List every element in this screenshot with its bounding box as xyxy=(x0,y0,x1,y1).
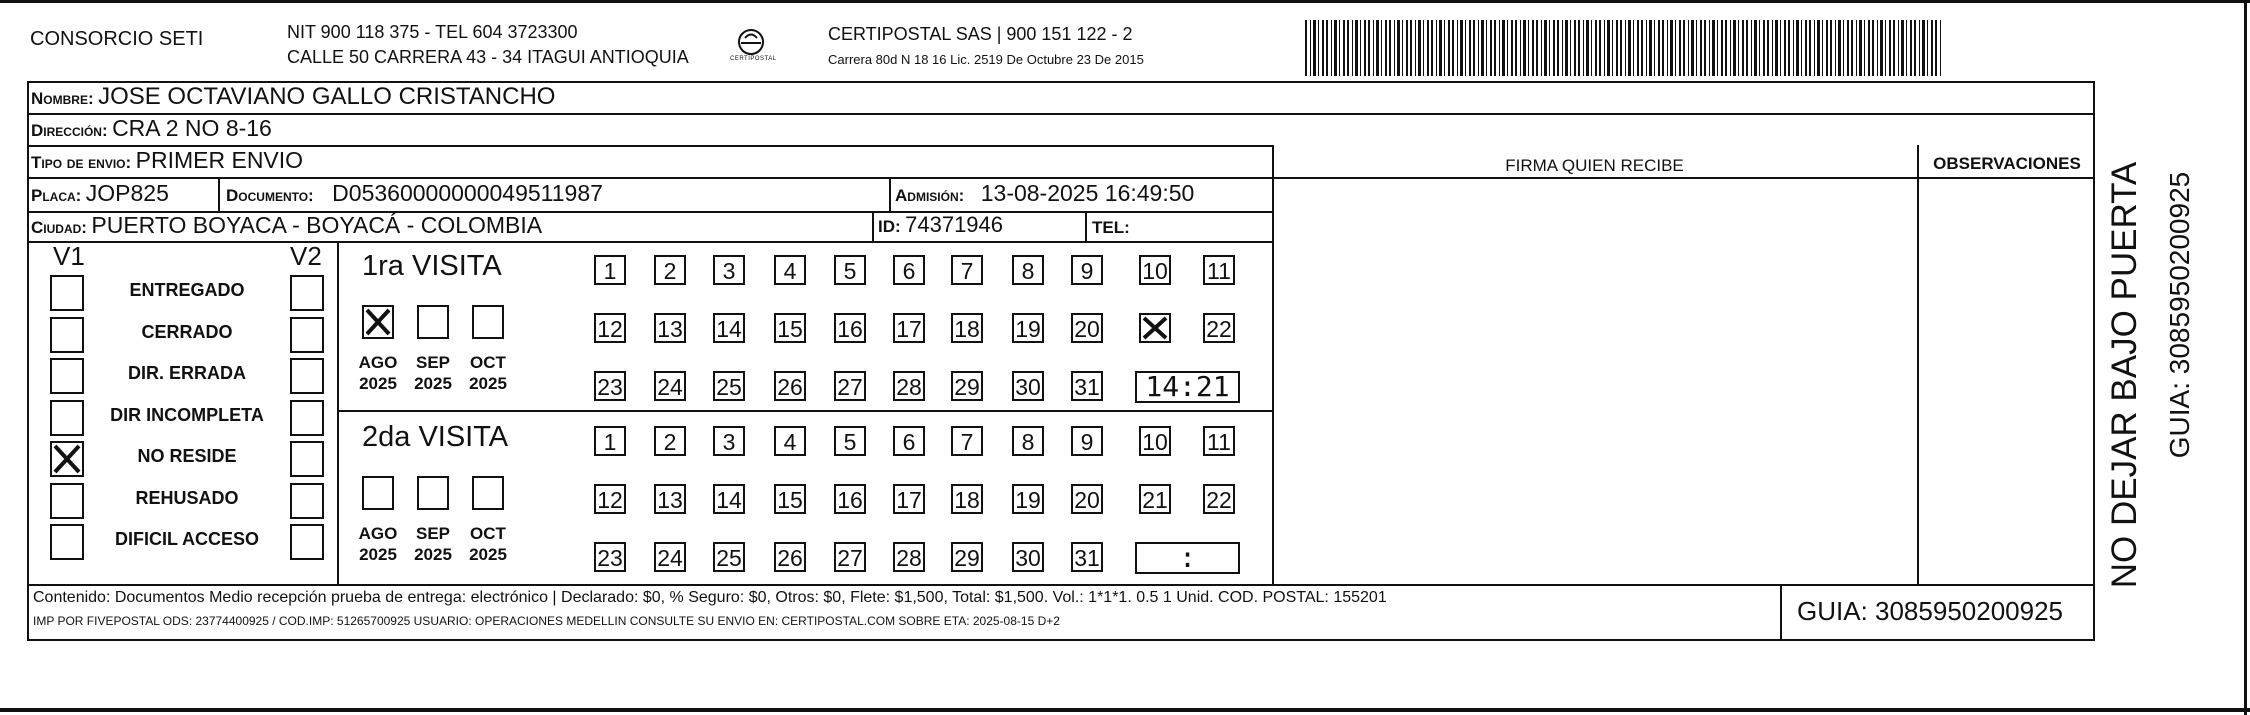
day-box[interactable] xyxy=(834,371,866,401)
x-mark-icon xyxy=(52,443,82,475)
day-box[interactable] xyxy=(834,426,866,456)
visit-divider xyxy=(337,410,1272,412)
day-box[interactable] xyxy=(713,542,745,572)
day-number: 12 xyxy=(597,487,623,513)
month-name: OCT xyxy=(470,524,506,543)
ciudad-value: PUERTO BOYACA - BOYACÁ - COLOMBIA xyxy=(91,212,543,238)
barcode xyxy=(1305,20,1941,76)
month-checkbox[interactable] xyxy=(472,476,504,510)
bottom-edge xyxy=(0,708,2250,712)
right-edge xyxy=(2244,0,2247,715)
day-box[interactable] xyxy=(713,484,745,514)
day-box[interactable] xyxy=(951,255,983,285)
logo-text: CERTIPOSTAL xyxy=(730,56,777,62)
month-name: OCT xyxy=(470,353,506,372)
v2-checkbox[interactable] xyxy=(290,483,324,519)
visit-title: 2da VISITA xyxy=(362,421,509,453)
day-number: 28 xyxy=(896,374,922,400)
day-box[interactable] xyxy=(654,484,686,514)
day-number: 31 xyxy=(1074,374,1100,400)
month-label xyxy=(463,352,513,394)
v2-checkbox[interactable] xyxy=(290,358,324,394)
company-name: CONSORCIO SETI xyxy=(30,28,204,50)
day-number: 6 xyxy=(902,429,916,455)
license-line: Carrera 80d N 18 16 Lic. 2519 De Octubre 23 De 2015 xyxy=(828,52,1144,67)
v2-checkbox[interactable] xyxy=(290,441,324,477)
day-number: 28 xyxy=(896,545,922,571)
month-year: 2025 xyxy=(359,545,397,564)
col-line-footer-guia xyxy=(1780,584,1782,641)
day-number: 9 xyxy=(1080,429,1094,455)
documento-value: D05360000000049511987 xyxy=(332,180,603,206)
day-number: 5 xyxy=(843,258,857,284)
admision-label: Admisión: xyxy=(895,186,965,205)
day-box[interactable] xyxy=(654,426,686,456)
month-year: 2025 xyxy=(469,374,507,393)
month-label xyxy=(353,523,403,565)
day-box[interactable] xyxy=(951,426,983,456)
v2-checkbox[interactable] xyxy=(290,317,324,353)
nit-line: NIT 900 118 375 - TEL 604 3723300 xyxy=(287,22,578,42)
day-box[interactable] xyxy=(951,542,983,572)
day-box[interactable] xyxy=(1139,426,1171,456)
day-box[interactable] xyxy=(774,255,806,285)
v1-label: V1 xyxy=(53,241,85,271)
col-line-id xyxy=(872,211,874,241)
ciudad-row xyxy=(31,212,542,239)
day-number: 11 xyxy=(1207,258,1231,284)
direccion-value: CRA 2 NO 8-16 xyxy=(112,115,272,141)
v2-checkbox[interactable] xyxy=(290,524,324,560)
certipostal-logo xyxy=(730,26,777,70)
status-label: DIR INCOMPLETA xyxy=(110,404,264,425)
day-box[interactable] xyxy=(834,542,866,572)
month-name: AGO xyxy=(358,524,398,543)
side-guia: GUIA: 3085950200925 xyxy=(2164,171,2195,459)
col-line-firma xyxy=(1272,145,1274,586)
placa-label: Placa: xyxy=(31,186,82,205)
day-box[interactable] xyxy=(893,542,925,572)
day-box[interactable] xyxy=(713,313,745,343)
day-number: 15 xyxy=(777,487,803,513)
month-year: 2025 xyxy=(359,374,397,393)
day-number: 4 xyxy=(783,429,797,455)
status-label: ENTREGADO xyxy=(129,280,245,300)
day-box[interactable] xyxy=(594,255,626,285)
tipo-label: Tipo de envio: xyxy=(31,153,132,172)
day-number: 18 xyxy=(954,487,980,513)
month-year: 2025 xyxy=(414,545,452,564)
col-line-admision xyxy=(889,177,891,211)
day-number: 26 xyxy=(777,374,803,400)
day-number: 21 xyxy=(1142,487,1168,513)
day-number: 7 xyxy=(960,429,974,455)
status-label: DIR. ERRADA xyxy=(127,363,246,383)
day-box[interactable] xyxy=(951,371,983,401)
day-number: 23 xyxy=(597,374,623,400)
day-box[interactable] xyxy=(1203,484,1235,514)
day-box[interactable] xyxy=(713,426,745,456)
status-label: DIFICIL ACCESO xyxy=(114,529,259,549)
day-number: 14 xyxy=(716,487,742,513)
direccion-row xyxy=(31,115,272,142)
day-number: 11 xyxy=(1207,429,1231,455)
month-label xyxy=(463,523,513,565)
day-box[interactable] xyxy=(1203,255,1235,285)
col-line-observaciones xyxy=(1917,145,1919,586)
day-number: 17 xyxy=(896,316,922,342)
day-number: 25 xyxy=(716,374,742,400)
nombre-row xyxy=(31,83,555,111)
placa-row xyxy=(31,180,169,207)
day-number: 1 xyxy=(603,258,617,284)
day-number: 20 xyxy=(1074,316,1100,342)
footer-imp: IMP POR FIVEPOSTAL ODS: 23774400925 / COD.IMP: 51265700925 USUARIO: OPERACIONES MEDELLIN CONSULTE SU ENVIO EN: CERTIPOSTAL.COM SOBRE ETA: 2025-08-15 D+2 xyxy=(33,614,1060,628)
day-number: 5 xyxy=(843,429,857,455)
day-number: 2 xyxy=(663,258,677,284)
tel-label: TEL: xyxy=(1092,218,1130,237)
v2-checkbox[interactable] xyxy=(290,275,324,311)
day-box[interactable] xyxy=(774,371,806,401)
observaciones-header: OBSERVACIONES xyxy=(1933,154,2081,173)
documento-row xyxy=(226,180,603,207)
month-label xyxy=(353,352,403,394)
day-box[interactable] xyxy=(774,426,806,456)
month-label xyxy=(408,352,458,394)
day-box[interactable] xyxy=(1012,371,1044,401)
day-box[interactable] xyxy=(654,255,686,285)
footer-contenido: Contenido: Documentos Medio recepción prueba de entrega: electrónico | Declarado: $0, % Seguro: $0, Otros: $0, Flete: $1,500, Total: $1,500. Vol.: 1*1*1. 0.5 1 Unid. COD. POSTAL: 155201 xyxy=(33,589,1387,606)
day-number: 22 xyxy=(1206,487,1232,513)
placa-value: JOP825 xyxy=(85,180,169,206)
nombre-label: Nombre: xyxy=(31,89,94,108)
status-divider xyxy=(337,241,339,584)
day-number: 8 xyxy=(1021,429,1035,455)
v1-checkbox[interactable] xyxy=(50,275,84,311)
day-box[interactable] xyxy=(1203,426,1235,456)
day-number: 24 xyxy=(657,374,683,400)
day-box[interactable] xyxy=(1012,426,1044,456)
day-number: 12 xyxy=(597,316,623,342)
day-box[interactable] xyxy=(594,426,626,456)
day-number: 10 xyxy=(1142,429,1168,455)
row-line-5 xyxy=(27,241,1274,243)
col-line-placa xyxy=(218,177,220,211)
day-box[interactable] xyxy=(594,313,626,343)
day-number: 23 xyxy=(597,545,623,571)
day-number: 19 xyxy=(1015,487,1041,513)
col-line-tel xyxy=(1085,211,1087,241)
day-box[interactable] xyxy=(774,542,806,572)
ciudad-label: Ciudad: xyxy=(31,218,87,237)
day-box[interactable] xyxy=(1139,255,1171,285)
id-label: ID: xyxy=(878,217,901,236)
documento-label: Documento: xyxy=(226,186,314,205)
day-number: 18 xyxy=(954,316,980,342)
month-label xyxy=(408,523,458,565)
month-checkbox[interactable] xyxy=(417,305,449,339)
day-box[interactable] xyxy=(951,313,983,343)
day-box[interactable] xyxy=(654,371,686,401)
tipo-value: PRIMER ENVIO xyxy=(135,147,304,173)
day-box[interactable] xyxy=(834,313,866,343)
id-row xyxy=(878,212,1003,238)
time-box[interactable] xyxy=(1135,542,1240,574)
day-number: 29 xyxy=(954,545,980,571)
v1-checkbox[interactable] xyxy=(50,358,84,394)
day-number: 16 xyxy=(837,487,863,513)
visit-time: : xyxy=(1179,541,1196,574)
top-edge xyxy=(0,0,2250,3)
day-number: 26 xyxy=(777,545,803,571)
v1-checkbox[interactable] xyxy=(50,524,84,560)
day-box[interactable] xyxy=(893,255,925,285)
day-box[interactable] xyxy=(1071,484,1103,514)
certipostal-line: CERTIPOSTAL SAS | 900 151 122 - 2 xyxy=(828,24,1133,44)
day-box[interactable] xyxy=(1071,426,1103,456)
day-box[interactable] xyxy=(1139,484,1171,514)
day-number: 29 xyxy=(954,374,980,400)
admision-row xyxy=(895,180,1194,207)
day-box[interactable] xyxy=(654,542,686,572)
month-checkbox[interactable] xyxy=(472,305,504,339)
day-box[interactable] xyxy=(834,255,866,285)
day-box[interactable] xyxy=(1203,313,1235,343)
day-box[interactable] xyxy=(893,313,925,343)
status-label: NO RESIDE xyxy=(137,446,237,466)
day-box[interactable] xyxy=(834,484,866,514)
day-number: 13 xyxy=(657,316,683,342)
v1-checkbox[interactable] xyxy=(50,483,84,519)
month-year: 2025 xyxy=(414,374,452,393)
day-number: 19 xyxy=(1015,316,1041,342)
day-box[interactable] xyxy=(893,484,925,514)
footer-guia: GUIA: 3085950200925 xyxy=(1797,596,2063,626)
day-number: 30 xyxy=(1015,545,1041,571)
day-number: 25 xyxy=(716,545,742,571)
time-box[interactable] xyxy=(1135,371,1240,403)
day-number: 17 xyxy=(896,487,922,513)
visit-title: 1ra VISITA xyxy=(362,250,502,282)
status-label: CERRADO xyxy=(141,321,233,342)
day-number: 16 xyxy=(837,316,863,342)
side-warning: NO DEJAR BAJO PUERTA xyxy=(2105,161,2144,589)
v2-label: V2 xyxy=(290,241,322,271)
day-box[interactable] xyxy=(1071,313,1103,343)
day-number: 14 xyxy=(716,316,742,342)
day-number: 15 xyxy=(777,316,803,342)
month-year: 2025 xyxy=(469,545,507,564)
day-box[interactable] xyxy=(1071,371,1103,401)
tipo-row xyxy=(31,147,303,174)
month-name: SEP xyxy=(415,524,451,543)
day-number: 3 xyxy=(722,258,736,284)
direccion-label: Dirección: xyxy=(31,121,108,140)
day-number: 2 xyxy=(663,429,677,455)
day-box[interactable] xyxy=(893,426,925,456)
day-number: 27 xyxy=(837,545,863,571)
day-box[interactable] xyxy=(1071,542,1103,572)
admision-value: 13-08-2025 16:49:50 xyxy=(980,180,1195,206)
x-mark-icon xyxy=(364,307,392,337)
day-box[interactable] xyxy=(1012,542,1044,572)
day-box[interactable] xyxy=(594,371,626,401)
day-number: 27 xyxy=(837,374,863,400)
day-box[interactable] xyxy=(951,484,983,514)
day-box[interactable] xyxy=(893,371,925,401)
month-checkbox[interactable] xyxy=(417,476,449,510)
month-name: SEP xyxy=(415,353,451,372)
day-number: 3 xyxy=(722,429,736,455)
day-box[interactable] xyxy=(594,484,626,514)
row-line-1 xyxy=(27,113,2095,115)
day-box[interactable] xyxy=(713,371,745,401)
day-number: 24 xyxy=(657,545,683,571)
month-checkbox[interactable] xyxy=(362,305,394,339)
day-number: 6 xyxy=(902,258,916,284)
day-box[interactable] xyxy=(713,255,745,285)
day-number: 22 xyxy=(1206,316,1232,342)
status-label: REHUSADO xyxy=(135,487,239,508)
day-number: 30 xyxy=(1015,374,1041,400)
day-box[interactable] xyxy=(774,484,806,514)
v1-checkbox[interactable] xyxy=(50,441,84,477)
month-checkbox[interactable] xyxy=(362,476,394,510)
day-number: 10 xyxy=(1142,258,1168,284)
day-box[interactable] xyxy=(774,313,806,343)
day-box[interactable] xyxy=(1139,313,1171,343)
month-name: AGO xyxy=(358,353,398,372)
day-number: 8 xyxy=(1021,258,1035,284)
day-number: 13 xyxy=(657,487,683,513)
x-mark-icon xyxy=(1141,315,1169,341)
day-box[interactable] xyxy=(1012,313,1044,343)
row-line-6 xyxy=(27,584,2095,586)
day-number: 9 xyxy=(1080,258,1094,284)
day-box[interactable] xyxy=(654,313,686,343)
nombre-value: JOSE OCTAVIANO GALLO CRISTANCHO xyxy=(98,83,556,110)
id-value: 74371946 xyxy=(905,212,1004,237)
day-number: 31 xyxy=(1074,545,1100,571)
day-box[interactable] xyxy=(1071,255,1103,285)
address-line: CALLE 50 CARRERA 43 - 34 ITAGUI ANTIOQUIA xyxy=(287,47,689,67)
v2-checkbox[interactable] xyxy=(290,400,324,436)
day-box[interactable] xyxy=(594,542,626,572)
visit-time: 14:21 xyxy=(1145,370,1230,403)
day-box[interactable] xyxy=(1012,255,1044,285)
certipostal-logo-icon xyxy=(730,26,772,70)
firma-header: FIRMA QUIEN RECIBE xyxy=(1505,156,1684,175)
day-number: 4 xyxy=(783,258,797,284)
v1-checkbox[interactable] xyxy=(50,400,84,436)
day-number: 7 xyxy=(960,258,974,284)
v1-checkbox[interactable] xyxy=(50,317,84,353)
day-box[interactable] xyxy=(1012,484,1044,514)
day-number: 1 xyxy=(603,429,617,455)
day-number: 20 xyxy=(1074,487,1100,513)
row-line-3 xyxy=(27,177,2095,179)
